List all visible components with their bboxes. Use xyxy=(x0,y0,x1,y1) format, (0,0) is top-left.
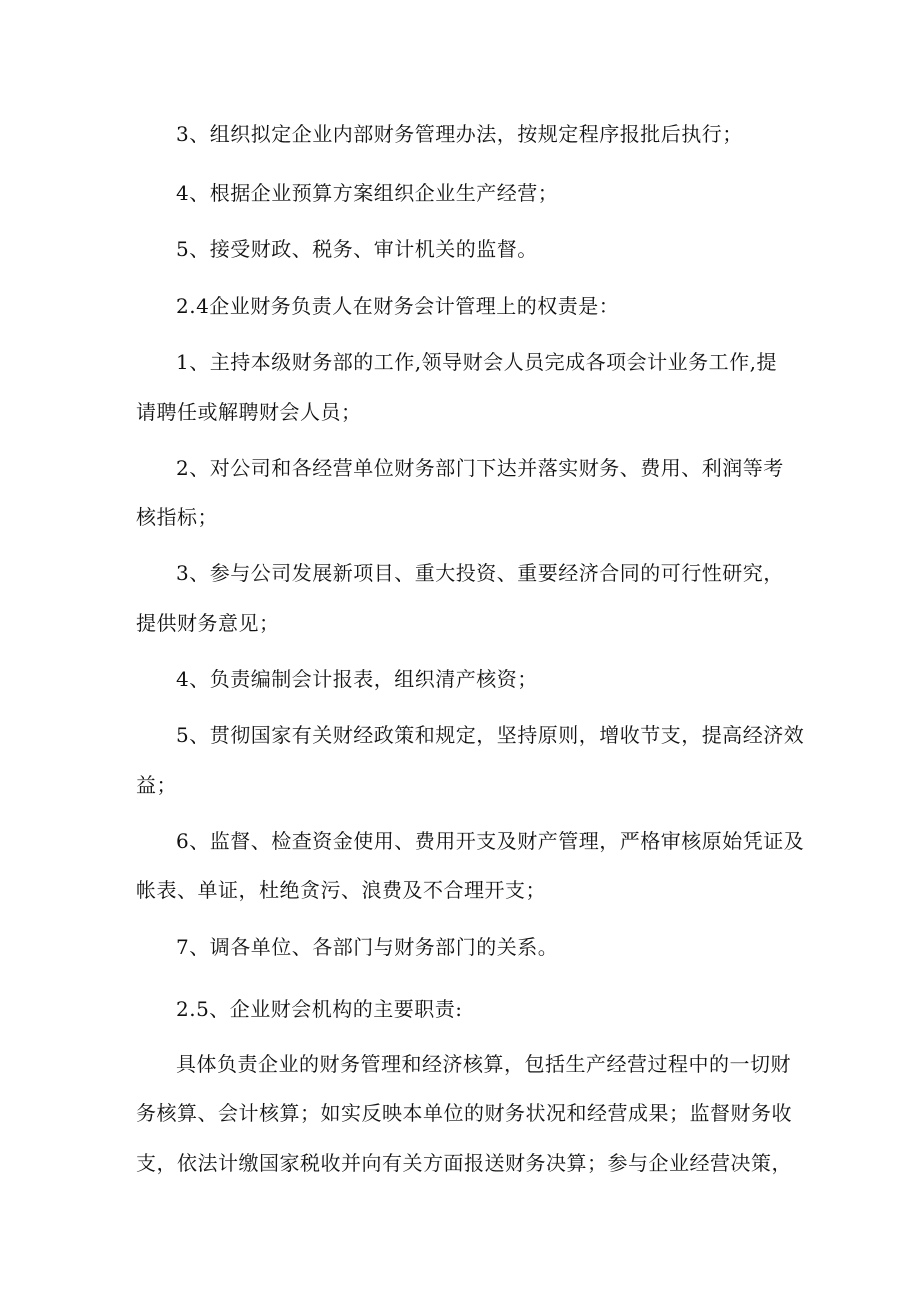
paragraph-line: 具体负责企业的财务管理和经济核算，包括生产经营过程中的一切财 xyxy=(176,1052,791,1076)
paragraph-line: 帐表、单证，杜绝贪污、浪费及不合理开支； xyxy=(136,878,546,902)
paragraph-line: 1、主持本级财务部的工作,领导财会人员完成各项会计业务工作,提 xyxy=(176,350,777,374)
paragraph-line: 4、根据企业预算方案组织企业生产经营； xyxy=(176,181,559,205)
paragraph-line: 3、组织拟定企业内部财务管理办法，按规定程序报批后执行； xyxy=(176,122,743,146)
paragraph-line: 提供财务意见； xyxy=(136,611,280,635)
paragraph-line: 2、对公司和各经营单位财务部门下达并落实财务、费用、利润等考 xyxy=(176,456,784,480)
paragraph-line: 3、参与公司发展新项目、重大投资、重要经济合同的可行性研究， xyxy=(176,561,784,585)
paragraph-line: 5、接受财政、税务、审计机关的监督。 xyxy=(176,237,538,261)
paragraph-line: 6、监督、检查资金使用、费用开支及财产管理，严格审核原始凭证及 xyxy=(176,829,805,853)
paragraph-line: 务核算、会计核算；如实反映本单位的财务状况和经营成果；监督财务收 xyxy=(136,1101,792,1125)
paragraph-line: 支，依法计缴国家税收并向有关方面报送财务决算；参与企业经营决策， xyxy=(136,1151,792,1175)
paragraph-line: 请聘任或解聘财会人员； xyxy=(136,400,362,424)
paragraph-line: 核指标； xyxy=(136,505,218,529)
paragraph-line: 4、负责编制会计报表，组织清产核资； xyxy=(176,667,538,691)
paragraph-line: 益； xyxy=(136,773,177,797)
section-heading: 2.4企业财务负责人在财务会计管理上的权责是： xyxy=(176,294,620,318)
paragraph-line: 5、贯彻国家有关财经政策和规定，坚持原则，增收节支，提高经济效 xyxy=(176,723,805,747)
section-heading: 2.5、企业财会机构的主要职责: xyxy=(176,997,463,1021)
paragraph-line: 7、调各单位、各部门与财务部门的关系。 xyxy=(176,935,559,959)
